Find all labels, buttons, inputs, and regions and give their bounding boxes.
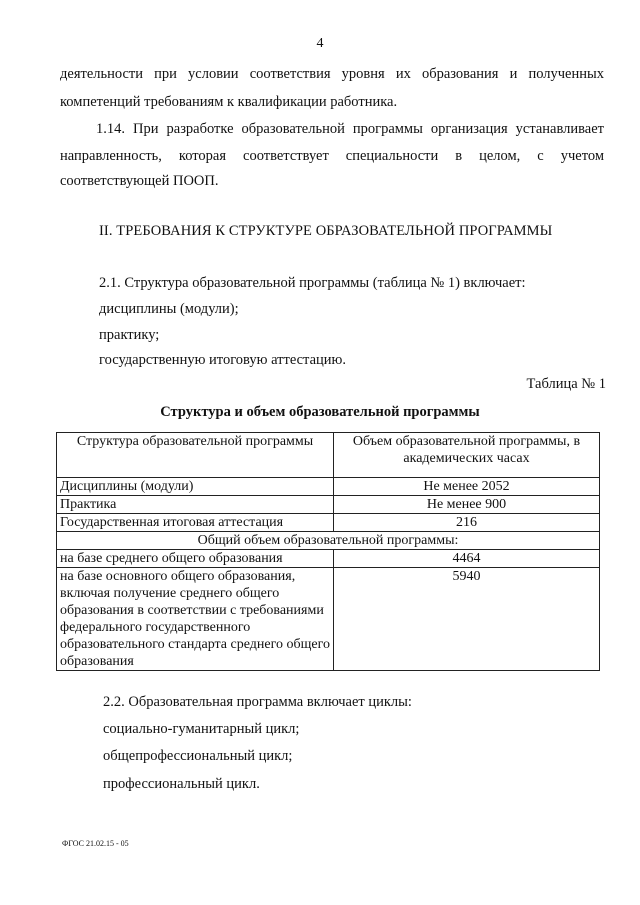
row-label: на базе среднего общего образования: [57, 550, 334, 568]
row-value: Не менее 900: [334, 496, 600, 514]
row-label: Практика: [57, 496, 334, 514]
paragraph-line: 1.14. При разработке образовательной программы организация устанавливает: [96, 121, 604, 137]
list-item: социально-гуманитарный цикл;: [103, 721, 300, 737]
section-intro: 2.1. Структура образовательной программы (таблица № 1) включает:: [99, 275, 526, 291]
row-label: Дисциплины (модули): [57, 478, 334, 496]
paragraph-line: соответствующей ПООП.: [60, 173, 219, 189]
list-item: практику;: [99, 327, 160, 343]
list-item: общепрофессиональный цикл;: [103, 748, 293, 764]
table-row: [57, 496, 600, 514]
row-value: 216: [334, 514, 600, 532]
header-cell-structure: Структура образовательной программы: [57, 433, 334, 478]
list-item: профессиональный цикл.: [103, 776, 260, 792]
row-value: Не менее 2052: [334, 478, 600, 496]
page-number: 4: [316, 36, 324, 51]
table-title: Структура и объем образовательной программы: [160, 404, 480, 420]
paragraph-line: направленность, которая соответствует специальности в целом, с учетом: [60, 148, 604, 164]
table-row: [57, 478, 600, 496]
list-item: государственную итоговую аттестацию.: [99, 352, 346, 368]
table-row: [57, 550, 600, 568]
table-total-header-row: [57, 532, 600, 550]
paragraph-line: деятельности при условии соответствия уровня их образования и полученных: [60, 66, 604, 82]
row-value: 4464: [334, 550, 600, 568]
section-heading: II. ТРЕБОВАНИЯ К СТРУКТУРЕ ОБРАЗОВАТЕЛЬНОЙ ПРОГРАММЫ: [99, 223, 553, 239]
table-header-row: [57, 433, 600, 478]
row-label: на базе основного общего образования, включая получение среднего общего образования в соответствии с требованиями федерального государственного образовательного стандарта среднего общего образования: [57, 568, 334, 671]
table-row: [57, 514, 600, 532]
cycles-intro: 2.2. Образовательная программа включает циклы:: [103, 694, 412, 710]
program-structure-table: [56, 432, 600, 671]
row-value: 5940: [334, 568, 600, 671]
paragraph-line: компетенций требованиям к квалификации работника.: [60, 94, 398, 110]
total-header: Общий объем образовательной программы:: [57, 532, 600, 550]
table-number: Таблица № 1: [526, 376, 606, 392]
header-cell-volume: Объем образовательной программы, в академических часах: [334, 433, 600, 478]
row-label: Государственная итоговая аттестация: [57, 514, 334, 532]
list-item: дисциплины (модули);: [99, 301, 239, 317]
footer-code: ФГОС 21.02.15 - 05: [62, 839, 129, 848]
table-row: [57, 568, 600, 671]
